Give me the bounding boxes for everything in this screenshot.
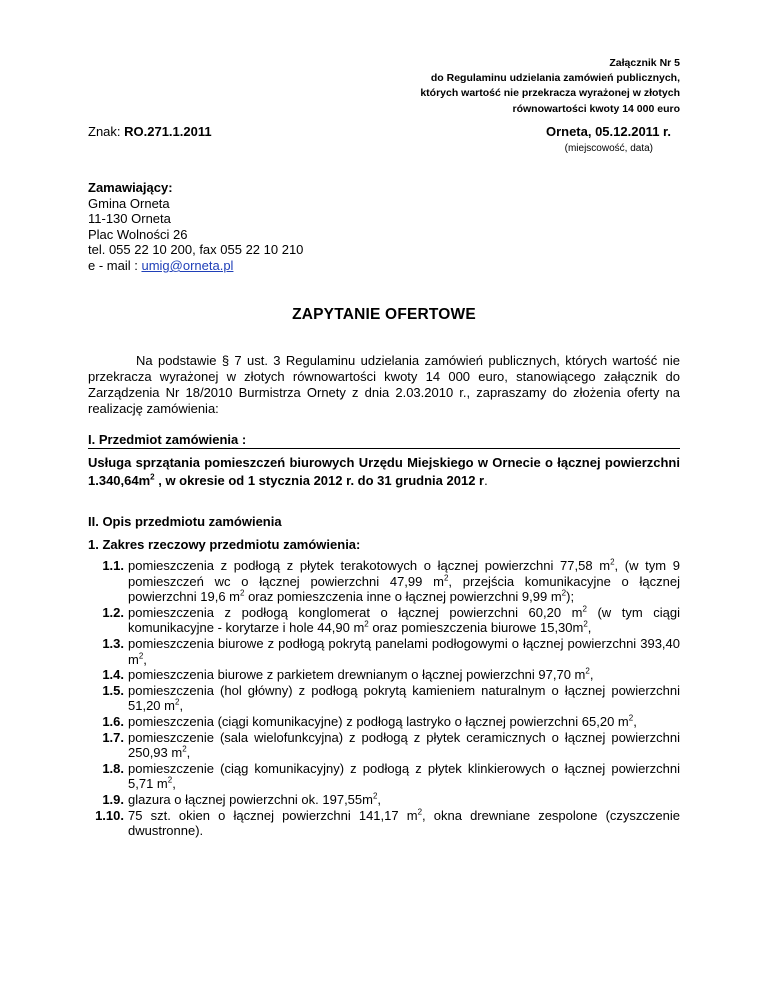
item-sup: 2	[585, 666, 590, 676]
list-item	[88, 792, 680, 808]
item-text: );	[566, 589, 575, 605]
buyer-postal: 11-130 Orneta	[88, 211, 171, 227]
buyer-email-line	[88, 258, 303, 274]
item-text: pomieszczenia biurowe z podłogą pokrytą panelami podłogowymi o łącznej powierzchni 393,40 m	[128, 635, 680, 667]
divider	[88, 448, 680, 449]
item-text: glazura o łącznej powierzchni ok. 197,55m	[128, 791, 373, 807]
item-text: ,	[377, 791, 382, 807]
item-text: pomieszczenie (sala wielofunkcyjna) z podłogą z płytek ceramicznych o łącznej powierzchni 250,93 m	[128, 729, 680, 761]
item-sup: 2	[443, 573, 449, 583]
item-number: 1.4.	[102, 667, 124, 683]
item-text: ,	[587, 620, 592, 636]
attachment-line-4: równowartości kwoty 14 000 euro	[512, 102, 680, 115]
item-text: ,	[143, 651, 147, 667]
item-number: 1.6.	[102, 713, 124, 729]
attachment-note	[360, 56, 680, 117]
service-text-b: , w okresie od 1 stycznia 2012 r. do 31 grudnia 2012 r	[154, 473, 485, 488]
item-text: ,	[589, 667, 594, 683]
list-item	[88, 730, 680, 761]
item-text: pomieszczenie (ciąg komunikacyjny) z podłogą z płytek klinkierowych o łącznej powierzchni 5,71 m	[128, 760, 680, 792]
buyer-name: Gmina Orneta	[88, 195, 170, 211]
item-sup: 2	[561, 588, 567, 598]
list-item	[88, 683, 680, 714]
reference-value: RO.271.1.2011	[124, 124, 212, 139]
subsection-heading: 1. Zakres rzeczowy przedmiotu zamówienia:	[88, 537, 361, 552]
document-title: ZAPYTANIE OFERTOWE	[292, 306, 476, 323]
list-item	[88, 761, 680, 792]
list-item	[88, 558, 680, 605]
item-sup: 2	[240, 588, 245, 598]
section-1-heading: I. Przedmiot zamówienia :	[88, 432, 247, 447]
item-number: 1.7.	[102, 729, 124, 745]
reference-label: Znak:	[88, 124, 125, 139]
list-item	[88, 808, 680, 839]
attachment-line-2: do Regulaminu udzielania zamówień publicznych,	[430, 72, 680, 85]
item-text: pomieszczenia (ciągi komunikacyjne) z podłogą lastryko o łącznej powierzchni 65,20 m	[128, 713, 629, 729]
item-number: 1.9.	[102, 791, 124, 807]
buyer-heading: Zamawiający:	[88, 180, 173, 195]
item-text: ,	[186, 745, 191, 761]
item-text: pomieszczenia biurowe z parkietem drewnianym o łącznej powierzchni 97,70 m	[128, 667, 586, 683]
buyer-phone: tel. 055 22 10 200, fax 055 22 10 210	[88, 242, 304, 258]
item-number: 1.8.	[102, 760, 124, 776]
scope-list	[88, 558, 680, 839]
item-text: , przejścia komunikacyjne o łącznej powierzchni 19,6 m	[128, 573, 680, 605]
item-text: pomieszczenia z podłogą konglomerat o łącznej powierzchni 60,20 m	[128, 604, 583, 620]
item-text: ,	[633, 713, 637, 729]
reference-number	[88, 124, 212, 139]
service-text-a: Usługa sprzątania pomieszczeń biurowych Urzędu Miejskiego w Ornecie o łącznej powierzchni 1.340,64m	[88, 455, 680, 488]
place-date-hint: (miejscowość, data)	[564, 143, 653, 154]
item-text: oraz pomieszczenia biurowe 15,30m	[368, 620, 584, 636]
place-date: Orneta, 05.12.2011 r.	[545, 124, 671, 139]
item-number: 1.2.	[102, 604, 124, 620]
item-sup: 2	[364, 620, 369, 630]
item-sup: 2	[582, 604, 587, 614]
item-sup: 2	[610, 557, 615, 567]
item-number: 1.10.	[95, 807, 124, 823]
list-item	[88, 636, 680, 667]
service-sup: 2	[150, 472, 155, 482]
list-item	[88, 714, 680, 730]
item-text: pomieszczenia (hol główny) z podłogą pokrytą kamieniem naturalnym o łącznej powierzchni 51,20 m	[128, 682, 680, 714]
item-text: , (w tym 9 pomieszczeń wc o łącznej powierzchni 47,99 m	[128, 558, 681, 589]
item-sup: 2	[417, 807, 423, 817]
item-number: 1.3.	[102, 635, 124, 651]
item-text: pomieszczenia z podłogą z płytek terakotowych o łącznej powierzchni 77,58 m	[128, 558, 611, 573]
item-text: (w tym ciągi komunikacyjne - korytarze i hole 44,90 m	[128, 604, 680, 636]
item-text: oraz pomieszczenia inne o łącznej powierzchni 9,99 m	[244, 589, 562, 605]
item-sup: 2	[138, 651, 144, 661]
intro-paragraph: Na podstawie § 7 ust. 3 Regulaminu udzielania zamówień publicznych, których wartość nie przekracza wyrażonej w złotych równowartości kwoty 14 000 euro, stanowiącego załącznik do Zarządzenia Nr 18/2010 Burmistrza Ornety z dnia 2.03.2010 r., zapraszamy do złożenia oferty na realizację zamówienia:	[88, 353, 680, 416]
email-link[interactable]: umig@orneta.pl	[141, 257, 234, 273]
service-text-c: .	[484, 473, 488, 488]
item-number: 1.5.	[102, 682, 124, 698]
item-sup: 2	[167, 775, 173, 785]
item-sup: 2	[174, 698, 180, 708]
item-sup: 2	[628, 713, 634, 723]
section-2-heading: II. Opis przedmiotu zamówienia	[88, 514, 282, 529]
list-item	[88, 605, 680, 636]
item-sup: 2	[583, 620, 588, 630]
service-description	[88, 454, 680, 490]
item-sup: 2	[372, 791, 378, 801]
list-item	[88, 667, 680, 683]
buyer-block	[88, 180, 303, 274]
item-text: , okna drewniane zespolone (czyszczenie dwustronne).	[128, 807, 680, 839]
email-label: e - mail :	[88, 257, 142, 273]
item-text: ,	[172, 776, 176, 792]
item-number: 1.1.	[102, 558, 124, 573]
attachment-line-1: Załącznik Nr 5	[609, 57, 680, 69]
item-sup: 2	[182, 744, 187, 754]
item-text: ,	[179, 698, 184, 714]
item-text: 75 szt. okien o łącznej powierzchni 141,17 m	[128, 807, 418, 823]
attachment-line-3: których wartość nie przekracza wyrażonej w złotych	[420, 87, 680, 100]
buyer-street: Plac Wolności 26	[88, 226, 188, 242]
